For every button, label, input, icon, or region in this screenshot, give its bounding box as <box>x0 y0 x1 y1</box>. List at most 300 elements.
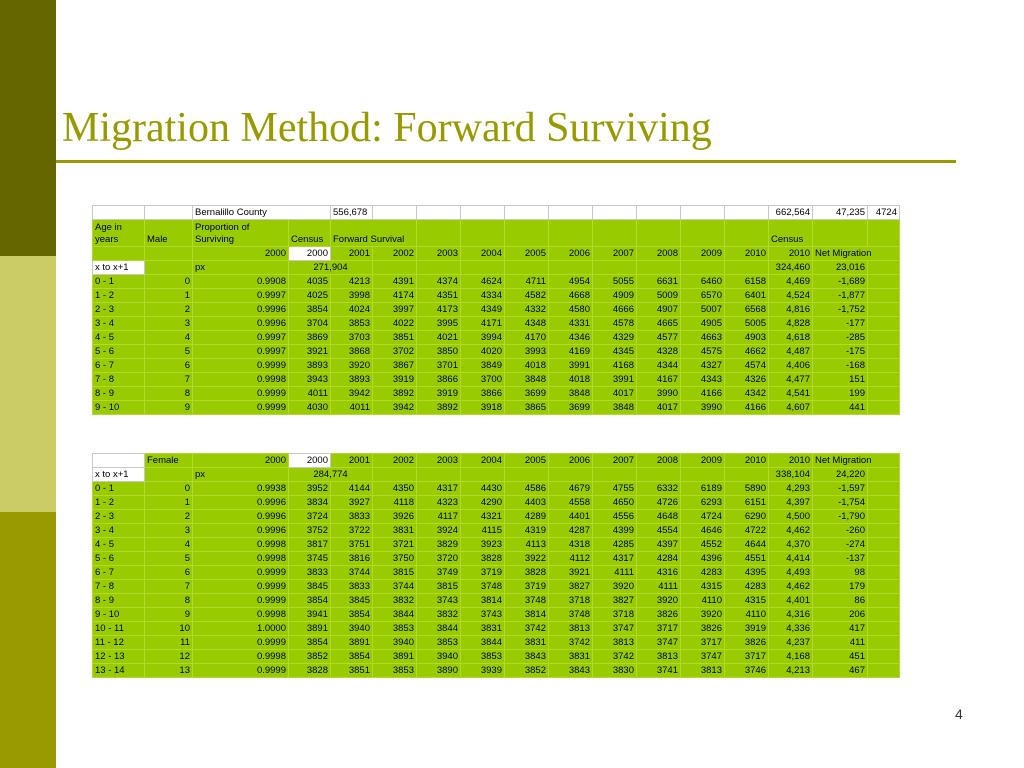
data-cell: 3853 <box>373 622 417 636</box>
data-cell: 4907 <box>637 303 681 317</box>
data-cell: 3927 <box>331 496 373 510</box>
data-cell: 4035 <box>289 275 331 289</box>
header-forward-survival: Forward Survival <box>331 220 417 247</box>
data-cell: -260 <box>813 524 868 538</box>
data-cell: 3853 <box>373 664 417 678</box>
px-label: px <box>193 468 289 482</box>
data-cell: 3830 <box>593 664 637 678</box>
data-cell: 3742 <box>505 622 549 636</box>
data-cell: 3719 <box>461 566 505 580</box>
data-cell: 4168 <box>593 359 637 373</box>
data-cell: 3831 <box>461 622 505 636</box>
data-cell: 3920 <box>681 608 725 622</box>
age-range-cell: 8 - 9 <box>93 594 145 608</box>
data-cell: 3942 <box>373 401 417 415</box>
data-cell: 4,401 <box>769 594 813 608</box>
data-cell: 5007 <box>681 303 725 317</box>
data-cell: 467 <box>813 664 868 678</box>
data-cell: 179 <box>813 580 868 594</box>
data-cell: 4578 <box>593 317 637 331</box>
data-cell: 0.9996 <box>193 510 289 524</box>
data-cell: 4030 <box>289 401 331 415</box>
empty-cell <box>868 538 900 552</box>
data-cell: 4284 <box>637 552 681 566</box>
data-cell: 4,493 <box>769 566 813 580</box>
data-cell: 4342 <box>725 387 769 401</box>
age-range-cell: 0 - 1 <box>93 482 145 496</box>
table-header-years <box>93 454 900 468</box>
table-row <box>93 401 900 415</box>
data-cell: 3745 <box>289 552 331 566</box>
table-row <box>93 468 900 482</box>
data-cell: 4577 <box>637 331 681 345</box>
data-cell: 0.9999 <box>193 580 289 594</box>
data-cell: 4345 <box>593 345 637 359</box>
data-cell: 4,469 <box>769 275 813 289</box>
empty-cell <box>868 289 900 303</box>
data-cell: 3851 <box>373 331 417 345</box>
data-cell: 3717 <box>637 622 681 636</box>
data-cell: 13 <box>145 664 193 678</box>
data-cell: 4285 <box>593 538 637 552</box>
data-cell: 4011 <box>331 401 373 415</box>
data-cell: 4679 <box>549 482 593 496</box>
data-cell: 3747 <box>681 650 725 664</box>
data-cell: 4173 <box>417 303 461 317</box>
data-cell: 9 <box>145 401 193 415</box>
data-cell: 4021 <box>417 331 461 345</box>
data-cell: 6 <box>145 566 193 580</box>
sidebar-block-light <box>0 256 56 512</box>
data-cell: 1 <box>145 289 193 303</box>
table-row <box>93 594 900 608</box>
data-cell: 3939 <box>461 664 505 678</box>
age-range-cell: 1 - 2 <box>93 496 145 510</box>
age-range-cell: 4 - 5 <box>93 538 145 552</box>
data-cell: 4,500 <box>769 510 813 524</box>
data-cell: 4017 <box>637 401 681 415</box>
data-cell: 4348 <box>505 317 549 331</box>
data-cell: 3834 <box>289 496 331 510</box>
data-cell: 0.9999 <box>193 636 289 650</box>
data-cell: 0.9999 <box>193 387 289 401</box>
data-cell: 4213 <box>331 275 373 289</box>
data-cell: 4 <box>145 538 193 552</box>
data-cell: 4167 <box>637 373 681 387</box>
data-cell: 3848 <box>505 373 549 387</box>
data-cell: 3826 <box>637 608 681 622</box>
data-cell: 3843 <box>505 650 549 664</box>
data-cell: 6151 <box>725 496 769 510</box>
data-cell: 4112 <box>549 552 593 566</box>
table-row <box>93 317 900 331</box>
data-cell: 3940 <box>417 650 461 664</box>
data-cell: 3719 <box>505 580 549 594</box>
data-cell: 4332 <box>505 303 549 317</box>
data-cell: 4,487 <box>769 345 813 359</box>
age-range-cell: 5 - 6 <box>93 552 145 566</box>
year-cell: 2007 <box>593 247 637 261</box>
data-cell: 0.9998 <box>193 552 289 566</box>
data-cell: 6290 <box>725 510 769 524</box>
table-row <box>93 482 900 496</box>
data-cell: 7 <box>145 373 193 387</box>
empty-cell <box>868 401 900 415</box>
data-cell: 3844 <box>417 622 461 636</box>
data-cell: 4,168 <box>769 650 813 664</box>
data-cell: 4574 <box>725 359 769 373</box>
table-row <box>93 387 900 401</box>
male-migration-table <box>92 205 900 415</box>
table-row <box>93 303 900 317</box>
data-cell: 3831 <box>505 636 549 650</box>
data-cell: 3702 <box>373 345 417 359</box>
year-cell: 2008 <box>637 247 681 261</box>
data-cell: 7 <box>145 580 193 594</box>
year-cell: 2010 <box>725 454 769 468</box>
age-range-cell: 13 - 14 <box>93 664 145 678</box>
data-cell: 4144 <box>331 482 373 496</box>
title-underline <box>56 160 956 163</box>
data-cell: 3926 <box>373 510 417 524</box>
data-cell: 98 <box>813 566 868 580</box>
data-cell: 0.9997 <box>193 331 289 345</box>
empty-cell <box>868 275 900 289</box>
header-net-migration: Net Migration <box>813 247 900 261</box>
empty-cell <box>868 622 900 636</box>
data-cell: 6189 <box>681 482 725 496</box>
data-cell: 6 <box>145 359 193 373</box>
data-cell: 4558 <box>549 496 593 510</box>
data-cell: 4 <box>145 331 193 345</box>
px-total: 284,774 <box>289 468 373 482</box>
data-cell: 3718 <box>549 594 593 608</box>
empty-cell <box>868 359 900 373</box>
data-cell: 3831 <box>549 650 593 664</box>
data-cell: 0.9998 <box>193 373 289 387</box>
data-cell: 3744 <box>373 580 417 594</box>
data-cell: 4321 <box>461 510 505 524</box>
data-cell: 3748 <box>549 608 593 622</box>
data-cell: 4391 <box>373 275 417 289</box>
data-cell: 4110 <box>725 608 769 622</box>
data-cell: 5055 <box>593 275 637 289</box>
data-cell: 0.9996 <box>193 496 289 510</box>
data-cell: 3921 <box>549 566 593 580</box>
data-cell: 3718 <box>593 608 637 622</box>
data-cell: 3813 <box>593 636 637 650</box>
data-cell: 3865 <box>505 401 549 415</box>
data-cell: 4344 <box>637 359 681 373</box>
data-cell: 4646 <box>681 524 725 538</box>
data-cell: 1.0000 <box>193 622 289 636</box>
data-cell: 4580 <box>549 303 593 317</box>
x-label: x to x+1 <box>93 468 145 482</box>
data-cell: 4334 <box>461 289 505 303</box>
data-cell: 3998 <box>331 289 373 303</box>
data-cell: 0.9996 <box>193 303 289 317</box>
data-cell: 3833 <box>331 580 373 594</box>
data-cell: 6631 <box>637 275 681 289</box>
year-cell: 2001 <box>331 247 373 261</box>
data-cell: 3891 <box>373 650 417 664</box>
data-cell: 3997 <box>373 303 417 317</box>
table-row <box>93 345 900 359</box>
data-cell: 3854 <box>331 650 373 664</box>
data-cell: 6332 <box>637 482 681 496</box>
table-row <box>93 359 900 373</box>
empty-cell <box>868 636 900 650</box>
data-cell: 4724 <box>681 510 725 524</box>
data-cell: 4327 <box>681 359 725 373</box>
data-cell: 4170 <box>505 331 549 345</box>
header-sex: Male <box>145 220 193 247</box>
table-header-row <box>93 220 900 247</box>
data-cell: 3747 <box>593 622 637 636</box>
census-total: 324,460 <box>769 261 813 275</box>
data-cell: 3815 <box>417 580 461 594</box>
data-cell: 3919 <box>417 387 461 401</box>
year-cell: 2009 <box>681 454 725 468</box>
data-cell: 0.9999 <box>193 359 289 373</box>
data-cell: 4582 <box>505 289 549 303</box>
data-cell: 3721 <box>373 538 417 552</box>
data-cell: 3920 <box>331 359 373 373</box>
data-cell: 3717 <box>681 636 725 650</box>
female-migration-table <box>92 453 900 678</box>
data-cell: -1,689 <box>813 275 868 289</box>
data-cell: 4171 <box>461 317 505 331</box>
data-cell: 4110 <box>681 594 725 608</box>
data-cell: 3918 <box>461 401 505 415</box>
data-cell: 4118 <box>373 496 417 510</box>
data-cell: 3942 <box>331 387 373 401</box>
data-cell: 2 <box>145 303 193 317</box>
x-label: x to x+1 <box>93 261 145 275</box>
data-cell: 3849 <box>461 359 505 373</box>
data-cell: 4331 <box>549 317 593 331</box>
table-row <box>93 496 900 510</box>
data-cell: 3831 <box>373 524 417 538</box>
data-cell: 4017 <box>593 387 637 401</box>
data-cell: -1,754 <box>813 496 868 510</box>
data-cell: 3845 <box>331 594 373 608</box>
data-cell: 4289 <box>505 510 549 524</box>
data-cell: 4329 <box>593 331 637 345</box>
data-cell: 0.9999 <box>193 664 289 678</box>
data-cell: 4551 <box>725 552 769 566</box>
data-cell: 3854 <box>289 594 331 608</box>
empty-cell <box>868 317 900 331</box>
year-cell: 2007 <box>593 454 637 468</box>
empty-cell <box>868 664 900 678</box>
data-cell: -285 <box>813 331 868 345</box>
data-cell: 4,213 <box>769 664 813 678</box>
data-cell: 3814 <box>461 594 505 608</box>
data-cell: 4374 <box>417 275 461 289</box>
data-cell: 441 <box>813 401 868 415</box>
data-cell: 4556 <box>593 510 637 524</box>
data-cell: 4287 <box>549 524 593 538</box>
table-row <box>93 261 900 275</box>
empty-cell <box>868 608 900 622</box>
data-cell: 0.9999 <box>193 401 289 415</box>
empty-cell <box>868 524 900 538</box>
table-row <box>93 664 900 678</box>
year-2000-census: 2000 <box>289 247 331 261</box>
table-row <box>93 650 900 664</box>
year-cell: 2002 <box>373 247 417 261</box>
year-cell: 2010 <box>725 247 769 261</box>
data-cell: 0.9997 <box>193 345 289 359</box>
data-cell: 3717 <box>725 650 769 664</box>
data-cell: 4011 <box>289 387 331 401</box>
age-range-cell: 9 - 10 <box>93 608 145 622</box>
year-2000-prop: 2000 <box>193 247 289 261</box>
data-cell: 6158 <box>725 275 769 289</box>
data-cell: 6568 <box>725 303 769 317</box>
data-cell: 4351 <box>417 289 461 303</box>
data-cell: 3746 <box>725 664 769 678</box>
data-cell: -1,752 <box>813 303 868 317</box>
data-cell: 3850 <box>417 345 461 359</box>
year-2000-prop: 2000 <box>193 454 289 468</box>
data-cell: 4326 <box>725 373 769 387</box>
data-cell: 3699 <box>549 401 593 415</box>
data-cell: 3813 <box>637 650 681 664</box>
data-cell: 4711 <box>505 275 549 289</box>
data-cell: 4,336 <box>769 622 813 636</box>
data-cell: 3 <box>145 317 193 331</box>
data-cell: 3923 <box>461 538 505 552</box>
data-cell: 0.9999 <box>193 566 289 580</box>
data-cell: 3851 <box>331 664 373 678</box>
data-cell: 3994 <box>461 331 505 345</box>
data-cell: 4909 <box>593 289 637 303</box>
data-cell: 3816 <box>331 552 373 566</box>
net-sum: 24,220 <box>813 468 868 482</box>
data-cell: 3748 <box>505 594 549 608</box>
data-cell: 3828 <box>505 566 549 580</box>
male-data-rows <box>93 275 900 415</box>
data-cell: 6570 <box>681 289 725 303</box>
data-cell: 3845 <box>289 580 331 594</box>
data-cell: 4025 <box>289 289 331 303</box>
age-range-cell: 6 - 7 <box>93 566 145 580</box>
data-cell: 4,462 <box>769 580 813 594</box>
data-cell: 3848 <box>549 387 593 401</box>
data-cell: 3940 <box>331 622 373 636</box>
empty-cell <box>868 303 900 317</box>
age-range-cell: 2 - 3 <box>93 510 145 524</box>
data-cell: 4397 <box>637 538 681 552</box>
age-range-cell: 7 - 8 <box>93 580 145 594</box>
data-cell: 3748 <box>461 580 505 594</box>
data-cell: 3892 <box>417 401 461 415</box>
data-cell: 10 <box>145 622 193 636</box>
data-cell: 4905 <box>681 317 725 331</box>
data-cell: 4,477 <box>769 373 813 387</box>
data-cell: 4111 <box>593 566 637 580</box>
data-cell: 3920 <box>593 580 637 594</box>
data-cell: 4,293 <box>769 482 813 496</box>
data-cell: 3892 <box>373 387 417 401</box>
data-cell: 4316 <box>637 566 681 580</box>
data-cell: 3952 <box>289 482 331 496</box>
data-cell: 3854 <box>289 303 331 317</box>
data-cell: 5 <box>145 345 193 359</box>
data-cell: 411 <box>813 636 868 650</box>
data-cell: 4,237 <box>769 636 813 650</box>
table-row <box>93 373 900 387</box>
net-sum: 23,016 <box>813 261 868 275</box>
year-cell: 2003 <box>417 247 461 261</box>
data-cell: 3828 <box>289 664 331 678</box>
data-cell: 86 <box>813 594 868 608</box>
data-cell: 3744 <box>331 566 373 580</box>
data-cell: 3827 <box>549 580 593 594</box>
data-cell: 4650 <box>593 496 637 510</box>
data-cell: 4726 <box>637 496 681 510</box>
table-row <box>93 566 900 580</box>
data-cell: 3852 <box>505 664 549 678</box>
data-cell: 3844 <box>373 608 417 622</box>
data-cell: 4554 <box>637 524 681 538</box>
empty-cell <box>868 566 900 580</box>
empty-cell <box>868 580 900 594</box>
data-cell: 4169 <box>549 345 593 359</box>
data-cell: 3943 <box>289 373 331 387</box>
data-cell: 3813 <box>681 664 725 678</box>
data-cell: 3940 <box>373 636 417 650</box>
data-cell: 3750 <box>373 552 417 566</box>
age-range-cell: 3 - 4 <box>93 524 145 538</box>
data-cell: 3743 <box>461 608 505 622</box>
data-cell: 4,541 <box>769 387 813 401</box>
county-label: Bernalillo County <box>193 206 331 220</box>
data-cell: 4290 <box>461 496 505 510</box>
data-cell: 4328 <box>637 345 681 359</box>
net-migration-total: 47,235 <box>813 206 868 220</box>
data-cell: 6293 <box>681 496 725 510</box>
data-cell: 3854 <box>331 608 373 622</box>
table-header-years <box>93 247 900 261</box>
data-cell: 5005 <box>725 317 769 331</box>
data-cell: 3848 <box>593 401 637 415</box>
data-cell: 3853 <box>331 317 373 331</box>
year-cell: 2003 <box>417 454 461 468</box>
header-net-migration: Net Migration <box>813 454 900 468</box>
data-cell: 3832 <box>417 608 461 622</box>
data-cell: 4117 <box>417 510 461 524</box>
data-cell: 0.9938 <box>193 482 289 496</box>
year-cell: 2004 <box>461 247 505 261</box>
data-cell: 3868 <box>331 345 373 359</box>
data-cell: 12 <box>145 650 193 664</box>
data-cell: 3866 <box>417 373 461 387</box>
table-row <box>93 622 900 636</box>
data-cell: 4,316 <box>769 608 813 622</box>
year-2010-census: 2010 <box>769 454 813 468</box>
data-cell: 4018 <box>505 359 549 373</box>
year-2000-census: 2000 <box>289 454 331 468</box>
data-cell: 4319 <box>505 524 549 538</box>
data-cell: 3826 <box>725 636 769 650</box>
data-cell: 4644 <box>725 538 769 552</box>
data-cell: 3703 <box>331 331 373 345</box>
data-cell: 3701 <box>417 359 461 373</box>
data-cell: -177 <box>813 317 868 331</box>
